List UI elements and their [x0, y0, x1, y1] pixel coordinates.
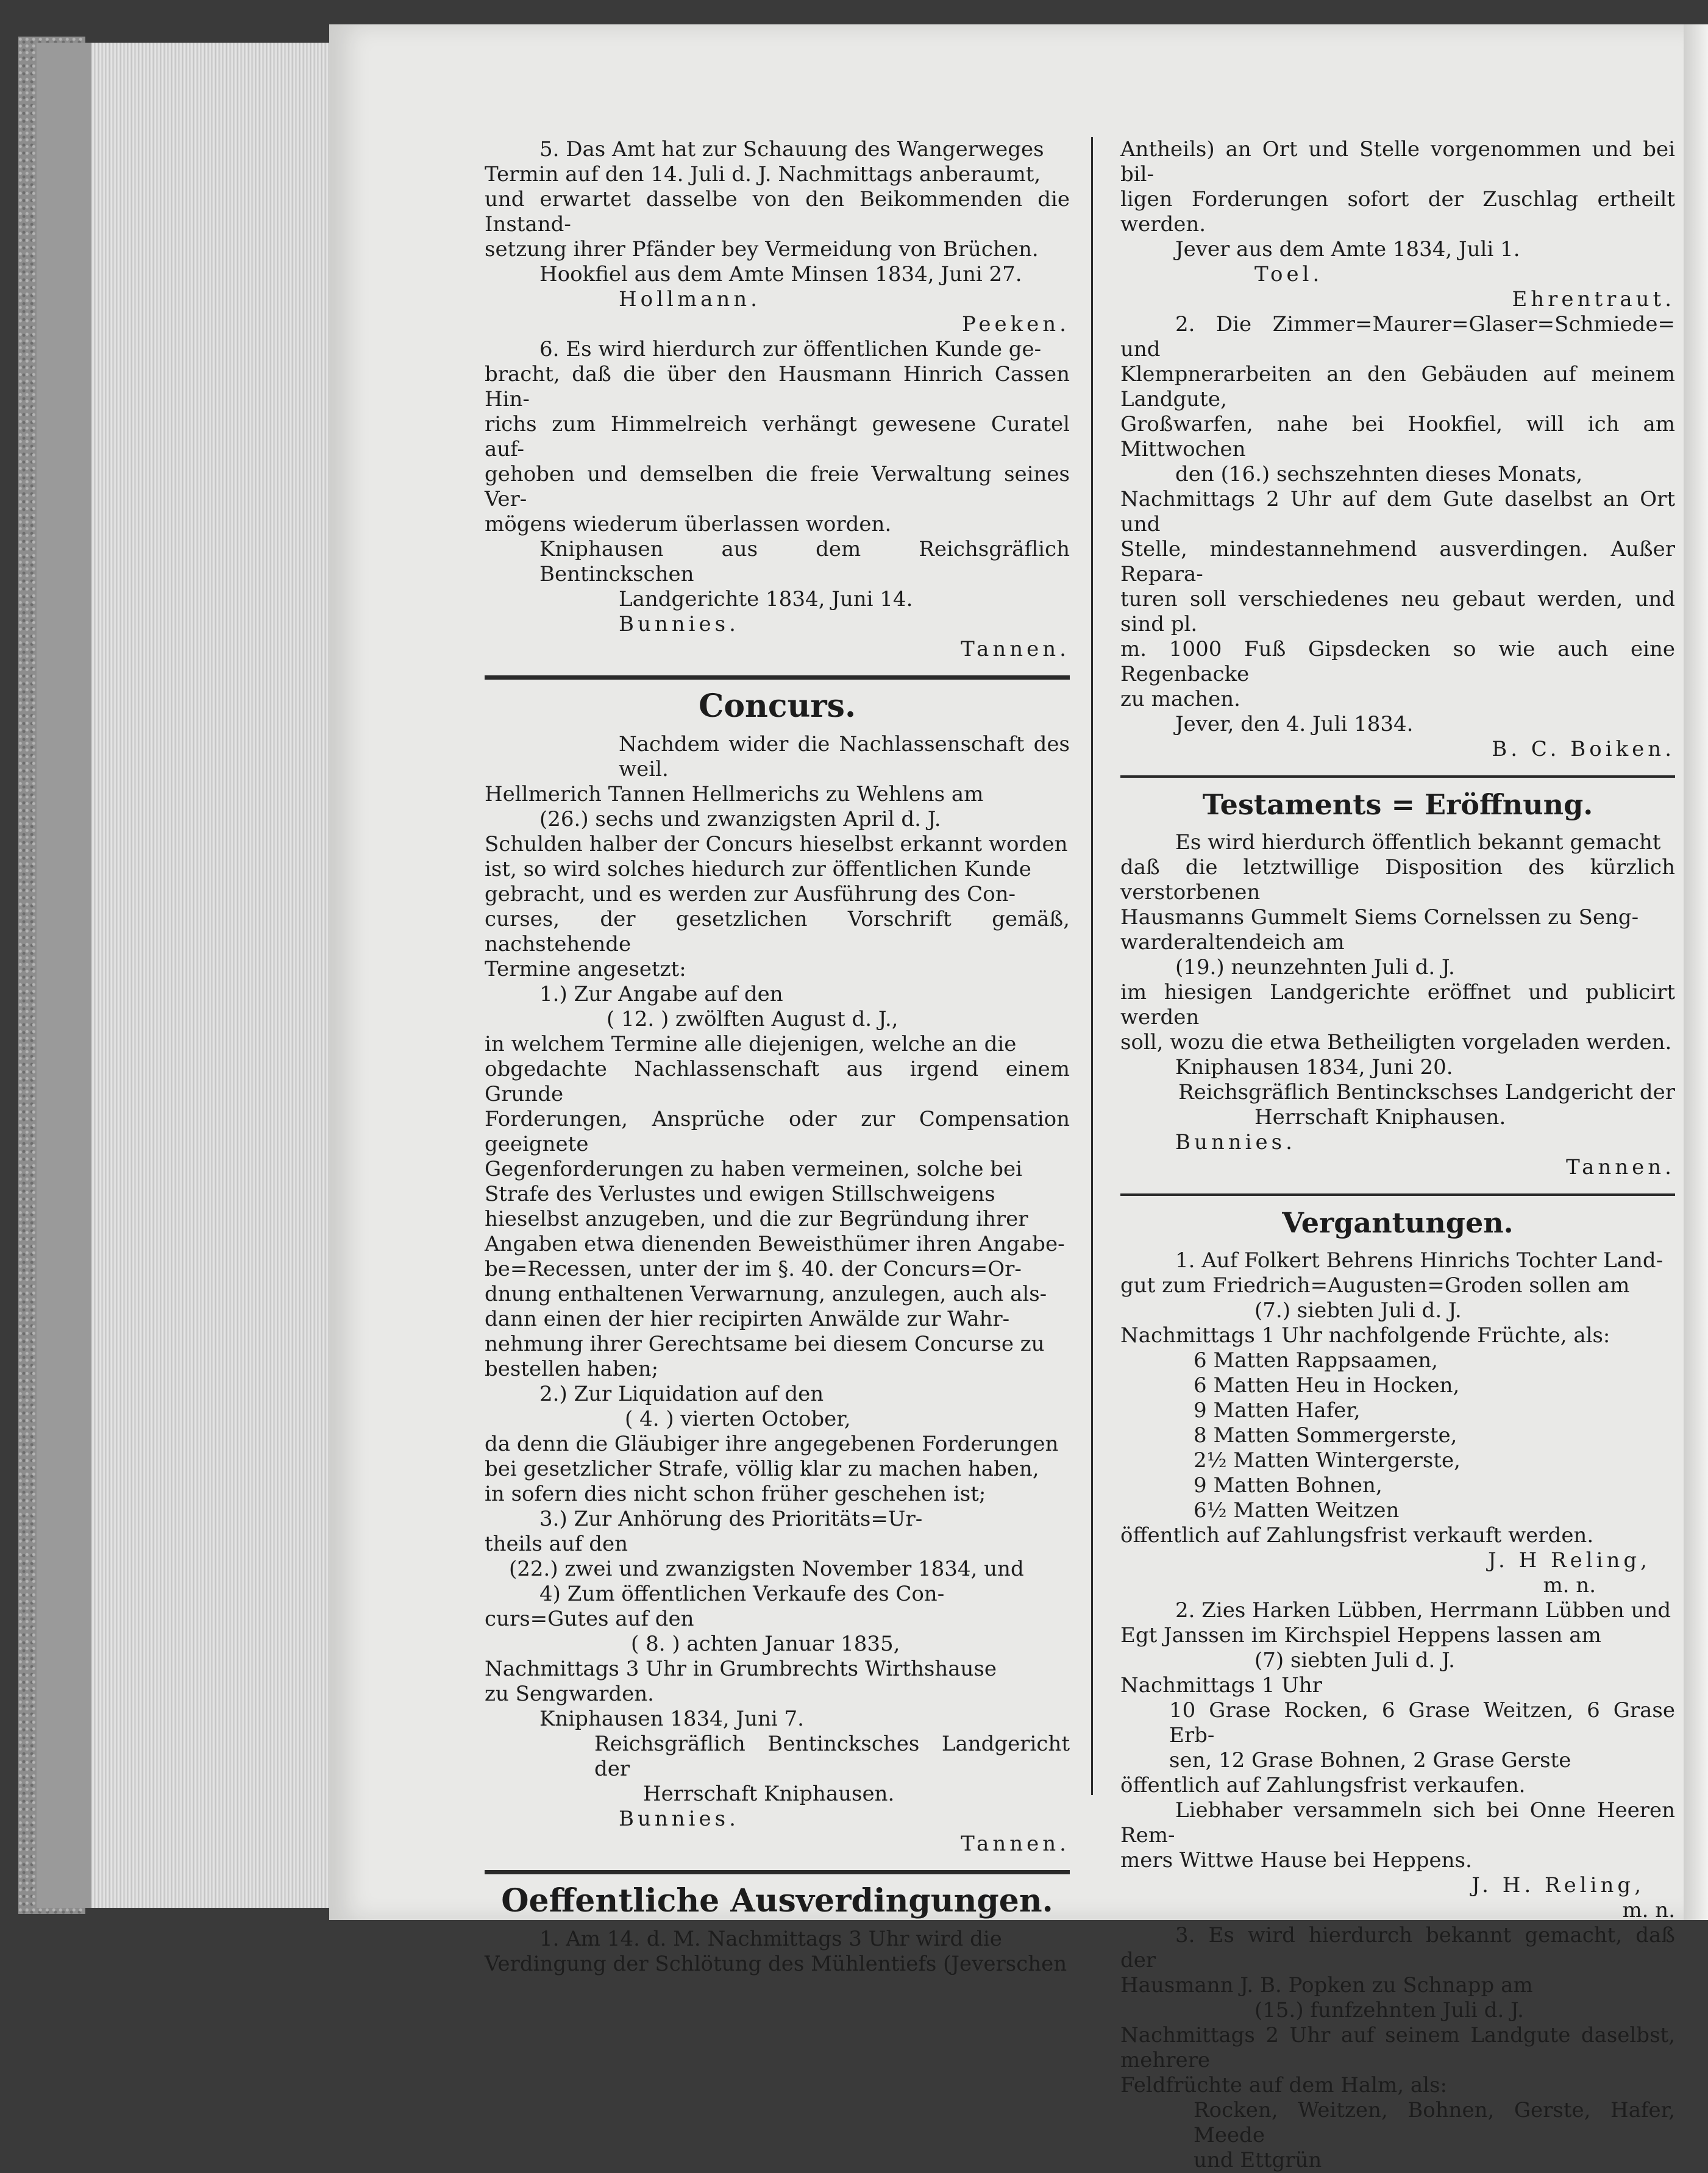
text-line: soll, wozu die etwa Betheiligten vorgeladen werden. — [1120, 1030, 1672, 1054]
text-line: Nachdem wider die Nachlassenschaft des weil. — [619, 732, 1070, 781]
date-line: (7.) siebten Juli d. J. — [1254, 1298, 1462, 1323]
place-date: Kniphausen 1834, Juni 7. — [539, 1707, 804, 1731]
signature-suffix: m. n. — [1543, 1573, 1596, 1598]
date-line: ( 8. ) achten Januar 1835, — [631, 1632, 900, 1656]
date-line: (7) siebten Juli d. J. — [1254, 1648, 1455, 1673]
ausverdingungen-section — [485, 1883, 1070, 1977]
text-line: daß die letztwillige Disposition des kürzlich verstorbenen — [1120, 855, 1675, 905]
text-line: Feldfrüchte auf dem Halm, als: — [1120, 2073, 1447, 2097]
text-line: Nachmittags 1 Uhr — [1120, 1673, 1322, 1698]
text-line: curses, der gesetzlichen Vorschrift gemäß, nachstehende — [485, 907, 1070, 956]
column-divider — [1091, 137, 1093, 1795]
text-line: gebracht, und es werden zur Ausführung des Con- — [485, 882, 1016, 906]
place-date: Jever aus dem Amte 1834, Juli 1. — [1175, 237, 1520, 261]
vergantungen-section — [1120, 1204, 1675, 2173]
court-name: Reichsgräflich Bentincksches Landgericht der — [594, 1732, 1070, 1781]
text-line: 5. Das Amt hat zur Schauung des Wangerweges — [539, 137, 1044, 162]
signature: Bunnies. — [619, 1807, 739, 1831]
signature: Toel. — [1254, 262, 1323, 286]
date-line: ( 4. ) vierten October, — [625, 1407, 851, 1431]
text-line: zu machen. — [1120, 687, 1240, 711]
text-line: Nachmittags 2 Uhr auf dem Gute daselbst an Ort und — [1120, 487, 1675, 536]
text-line: und Ettgrün — [1194, 2148, 1322, 2172]
place-date: Kniphausen 1834, Juni 20. — [1175, 1055, 1453, 1079]
place-date: Landgerichte 1834, Juni 14. — [619, 587, 913, 611]
text-line: 1. Auf Folkert Behrens Hinrichs Tochter Land- — [1175, 1248, 1664, 1273]
court-name: Herrschaft Kniphausen. — [643, 1782, 895, 1806]
text-line: gut zum Friedrich=Augusten=Groden sollen am — [1120, 1273, 1630, 1298]
place-date: Hookfiel aus dem Amte Minsen 1834, Juni 27. — [539, 262, 1022, 286]
text-line: bei gesetzlicher Strafe, völlig klar zu machen haben, — [485, 1457, 1039, 1481]
text-line: ist, so wird solches hiedurch zur öffentlichen Kunde — [485, 857, 1031, 881]
section-rule — [485, 1870, 1070, 1874]
signature-suffix: m. n. — [1622, 1898, 1675, 1922]
text-line: Angaben etwa dienenden Beweisthümer ihren Angabe- — [485, 1232, 1065, 1256]
date-line: (22.) zwei und zwanzigsten November 1834, und — [509, 1557, 1024, 1581]
text-line: m. 1000 Fuß Gipsdecken so wie auch eine Regenbacke — [1120, 637, 1675, 686]
text-line: mögens wiederum überlassen worden. — [485, 512, 892, 536]
term-heading: 2.) Zur Liquidation auf den — [539, 1382, 824, 1406]
book-page-edges — [37, 43, 341, 1908]
text-line: Es wird hierdurch öffentlich bekannt gemacht — [1175, 830, 1661, 855]
list-item: 2½ Matten Wintergerste, — [1194, 1448, 1461, 1473]
text-line: 3. Es wird hierdurch bekannt gemacht, daß der — [1120, 1923, 1675, 1972]
text-line: richs zum Himmelreich verhängt gewesene Curatel auf- — [485, 412, 1070, 461]
date-line: (26.) sechs und zwanzigsten April d. J. — [539, 807, 941, 831]
text-line: Hausmanns Gummelt Siems Cornelssen zu Seng- — [1120, 905, 1639, 930]
term-heading: 3.) Zur Anhörung des Prioritäts=Ur- — [539, 1507, 923, 1531]
text-line: Schulden halber der Concurs hieselbst erkannt worden — [485, 832, 1068, 856]
signature: Ehrentraut. — [1512, 287, 1675, 311]
text-line: den (16.) sechszehnten dieses Monats, — [1175, 462, 1583, 486]
notice-5 — [485, 137, 1070, 337]
text-line: be=Recessen, unter der im §. 40. der Concurs=Or- — [485, 1257, 1022, 1281]
text-line: Verdingung der Schlötung des Mühlentiefs (Jeverschen — [485, 1952, 1067, 1976]
list-item: 6 Matten Heu in Hocken, — [1194, 1373, 1460, 1398]
list-item: 9 Matten Bohnen, — [1194, 1473, 1382, 1498]
text-line: Nachmittags 1 Uhr nachfolgende Früchte, als: — [1120, 1323, 1610, 1348]
text-line: Nachmittags 2 Uhr auf seinem Landgute daselbst, mehrere — [1120, 2023, 1675, 2072]
text-line: Großwarfen, nahe bei Hookfiel, will ich am Mittwochen — [1120, 412, 1675, 461]
text-line: bracht, daß die über den Hausmann Hinrich Cassen Hin- — [485, 362, 1070, 411]
text-line: Termin auf den 14. Juli d. J. Nachmittags anberaumt, — [485, 162, 1041, 187]
text-line: öffentlich auf Zahlungsfrist verkauft werden. — [1120, 1523, 1594, 1548]
text-line: Hausmann J. B. Popken zu Schnapp am — [1120, 1973, 1533, 1997]
date-line: (19.) neunzehnten Juli d. J. — [1175, 955, 1455, 980]
text-line: Stelle, mindestannehmend ausverdingen. Außer Repara- — [1120, 537, 1675, 586]
text-line: und erwartet dasselbe von den Beikommenden die Instand- — [485, 187, 1070, 237]
date-line: (15.) funfzehnten Juli d. J. — [1254, 1998, 1524, 2022]
signature: J. H Reling, — [1487, 1548, 1651, 1573]
text-line: 6. Es wird hierdurch zur öffentlichen Kunde ge- — [539, 337, 1042, 361]
signature: Peeken. — [961, 312, 1070, 336]
text-line: bestellen haben; — [485, 1357, 659, 1381]
list-item: 6 Matten Rappsaamen, — [1194, 1348, 1438, 1373]
text-line: Forderungen, Ansprüche oder zur Compensation geeignete — [485, 1107, 1070, 1156]
court-name: Herrschaft Kniphausen. — [1254, 1105, 1506, 1129]
text-line: hieselbst anzugeben, und die zur Begründung ihrer — [485, 1207, 1028, 1231]
text-line: sen, 12 Grase Bohnen, 2 Grase Gerste — [1169, 1748, 1571, 1773]
text-line: öffentlich auf Zahlungsfrist verkaufen. — [1120, 1773, 1526, 1798]
text-line: 1. Am 14. d. M. Nachmittags 3 Uhr wird die — [539, 1927, 1002, 1951]
text-line: Nachmittags 3 Uhr in Grumbrechts Wirthshause — [485, 1657, 997, 1681]
section-rule — [485, 675, 1070, 680]
text-line: Strafe des Verlustes und ewigen Stillschweigens — [485, 1182, 995, 1206]
text-line: Rocken, Weitzen, Bohnen, Gerste, Hafer, Meede — [1194, 2098, 1675, 2147]
place-date: Jever, den 4. Juli 1834. — [1175, 712, 1414, 736]
section-heading: Testaments = Eröffnung. — [1202, 788, 1593, 821]
text-line: in sofern dies nicht schon früher geschehen ist; — [485, 1482, 986, 1506]
text-line: zu Sengwarden. — [485, 1682, 654, 1706]
signature: Bunnies. — [619, 612, 739, 636]
signature: Tannen. — [1566, 1155, 1675, 1179]
text-line: in welchem Termine alle diejenigen, welche an die — [485, 1032, 1017, 1056]
term-heading: 1.) Zur Angabe auf den — [539, 982, 783, 1006]
list-item: 6½ Matten Weitzen — [1194, 1498, 1400, 1523]
concurs-section — [485, 688, 1070, 1857]
text-line: da denn die Gläubiger ihre angegebenen Forderungen — [485, 1432, 1059, 1456]
text-line: Egt Janssen im Kirchspiel Heppens lassen am — [1120, 1623, 1601, 1648]
text-line: Antheils) an Ort und Stelle vorgenommen und bei bil- — [1120, 137, 1675, 187]
signature: Hollmann. — [619, 287, 761, 311]
section-rule — [1120, 775, 1675, 778]
signature: Tannen. — [961, 637, 1070, 661]
list-item: 9 Matten Hafer, — [1194, 1398, 1361, 1423]
notice-6 — [485, 337, 1070, 662]
testament-section — [1120, 786, 1675, 1180]
text-line: Hellmerich Tannen Hellmerichs zu Wehlens am — [485, 782, 984, 806]
text-line: 10 Grase Rocken, 6 Grase Weitzen, 6 Grase Erb- — [1169, 1698, 1675, 1748]
text-line: Gegenforderungen zu haben vermeinen, solche bei — [485, 1157, 1023, 1181]
page-edge-right — [1684, 24, 1708, 1920]
signature: J. H. Reling, — [1471, 1873, 1645, 1897]
text-line: obgedachte Nachlassenschaft aus irgend einem Grunde — [485, 1057, 1070, 1106]
text-line: turen soll verschiedenes neu gebaut werden, und sind pl. — [1120, 587, 1675, 636]
text-line: nehmung ihrer Gerechtsame bei diesem Concurse zu — [485, 1332, 1045, 1356]
text-line: warderaltendeich am — [1120, 930, 1345, 955]
text-line: Klempnerarbeiten an den Gebäuden auf meinem Landgute, — [1120, 362, 1675, 411]
text-line: ligen Forderungen sofort der Zuschlag ertheilt werden. — [1120, 187, 1675, 237]
text-line: 2. Zies Harken Lübben, Herrmann Lübben und — [1175, 1598, 1671, 1623]
continued-notice — [1120, 137, 1675, 312]
text-line: Termine angesetzt: — [485, 957, 686, 981]
section-heading: Vergantungen. — [1282, 1206, 1514, 1239]
text-line: 2. Die Zimmer=Maurer=Glaser=Schmiede= und — [1120, 312, 1675, 361]
signature: Bunnies. — [1175, 1130, 1296, 1154]
text-line: curs=Gutes auf den — [485, 1607, 694, 1631]
left-column — [485, 137, 1070, 1977]
signature: Tannen. — [961, 1832, 1070, 1856]
text-line: dnung enthaltenen Verwarnung, anzulegen, auch als- — [485, 1282, 1047, 1306]
place-date: Kniphausen aus dem Reichsgräflich Bentinckschen — [539, 537, 1070, 586]
term-heading: 4) Zum öffentlichen Verkaufe des Con- — [539, 1582, 945, 1606]
right-column — [1120, 137, 1675, 2173]
text-line: theils auf den — [485, 1532, 628, 1556]
text-line: setzung ihrer Pfänder bey Vermeidung von Brüchen. — [485, 237, 1039, 261]
text-line: Liebhaber versammeln sich bei Onne Heeren Rem- — [1120, 1798, 1675, 1848]
section-rule — [1120, 1193, 1675, 1196]
notice-2 — [1120, 312, 1675, 762]
section-heading: Oeffentliche Ausverdingungen. — [501, 1882, 1053, 1919]
text-line: im hiesigen Landgerichte eröffnet und publicirt werden — [1120, 980, 1675, 1030]
text-line: dann einen der hier recipirten Anwälde zur Wahr- — [485, 1307, 1010, 1331]
text-line: gehoben und demselben die freie Verwaltung seines Ver- — [485, 462, 1070, 511]
date-line: ( 12. ) zwölften August d. J., — [607, 1007, 898, 1031]
signature: B. C. Boiken. — [1492, 737, 1675, 761]
court-name: Reichsgräflich Bentinckschses Landgericht der — [1178, 1080, 1675, 1104]
text-line: mers Wittwe Hause bei Heppens. — [1120, 1848, 1472, 1872]
list-item: 8 Matten Sommergerste, — [1194, 1423, 1457, 1448]
section-heading: Concurs. — [698, 688, 856, 725]
